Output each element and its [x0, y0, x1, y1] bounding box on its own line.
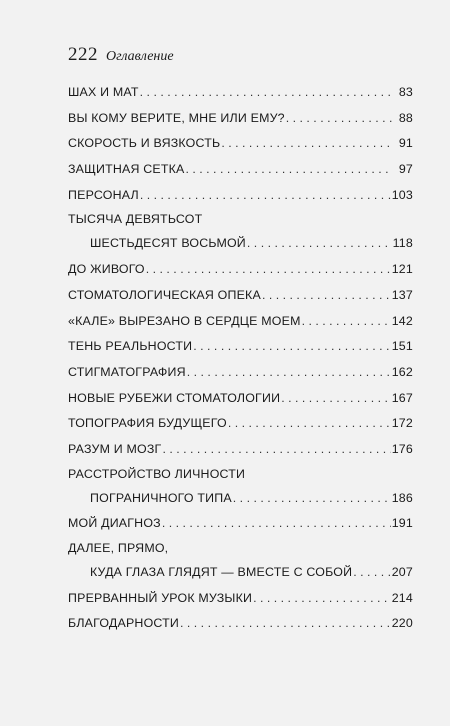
toc-entry-title: БЛАГОДАРНОСТИ [68, 616, 180, 631]
toc-entry-title: МОЙ ДИАГНОЗ [68, 516, 161, 531]
toc-entry-line [68, 386, 413, 412]
toc-entry-line [68, 309, 413, 335]
toc-entry [68, 334, 413, 360]
dot-leader [162, 511, 391, 537]
toc-entry-title: ТЫСЯЧА ДЕВЯТЬСОТ [68, 212, 203, 227]
dot-leader [221, 131, 392, 157]
toc-entry-line [68, 537, 413, 560]
toc-entry-page-number: 103 [391, 187, 413, 202]
toc-entry-line [68, 157, 413, 183]
toc-entry [68, 106, 413, 132]
toc-entry-title: «КАЛЕ» ВЫРЕЗАНО В СЕРДЦЕ МОЕМ [68, 313, 301, 328]
dot-leader [146, 257, 391, 283]
toc-entry [68, 411, 413, 437]
toc-entry-line [68, 334, 413, 360]
table-of-contents [68, 80, 413, 637]
toc-entry [68, 586, 413, 612]
toc-entry-title: ПРЕРВАННЫЙ УРОК МУЗЫКИ [68, 590, 253, 605]
dot-leader [281, 386, 391, 412]
toc-entry-line [68, 106, 413, 132]
dot-leader [140, 183, 391, 209]
toc-entry-title: ВЫ КОМУ ВЕРИТЕ, МНЕ ИЛИ ЕМУ? [68, 110, 285, 125]
toc-entry [68, 131, 413, 157]
dot-leader [162, 437, 390, 463]
toc-entry-page-number: 167 [391, 390, 413, 405]
toc-entry-title: ПЕРСОНАЛ [68, 187, 139, 202]
dot-leader [187, 360, 391, 386]
toc-entry-page-number: 191 [391, 516, 413, 531]
toc-entry-page-number: 88 [398, 110, 413, 125]
toc-entry-page-number: 142 [391, 313, 413, 328]
dot-leader [193, 334, 390, 360]
toc-entry [68, 309, 413, 335]
toc-entry [68, 208, 413, 257]
toc-entry [68, 80, 413, 106]
toc-entry-page-number: 91 [398, 136, 413, 151]
dot-leader [180, 611, 391, 637]
toc-entry-line [68, 411, 413, 437]
page-header [68, 44, 174, 66]
toc-entry-line [68, 208, 413, 231]
toc-entry-title: СКОРОСТЬ И ВЯЗКОСТЬ [68, 136, 221, 151]
toc-entry-line [68, 586, 413, 612]
toc-entry-title: СТОМАТОЛОГИЧЕСКАЯ ОПЕКА [68, 287, 261, 302]
toc-entry-line [68, 183, 413, 209]
toc-entry [68, 386, 413, 412]
toc-entry [68, 283, 413, 309]
toc-entry-line [68, 511, 413, 537]
toc-entry-title: ДАЛЕЕ, ПРЯМО, [68, 541, 169, 555]
toc-entry-page-number: 186 [391, 490, 413, 505]
toc-entry-line [68, 80, 413, 106]
toc-entry-line [68, 463, 413, 486]
dot-leader [247, 231, 392, 257]
toc-entry [68, 360, 413, 386]
toc-entry [68, 611, 413, 637]
toc-entry-page-number: 137 [391, 287, 413, 302]
toc-entry-title: РАЗУМ И МОЗГ [68, 441, 162, 456]
toc-entry-page-number: 214 [391, 590, 413, 605]
toc-entry-title: ТОПОГРАФИЯ БУДУЩЕГО [68, 416, 227, 431]
toc-entry-page-number: 151 [391, 339, 413, 354]
dot-leader [186, 157, 392, 183]
toc-entry-page-number: 207 [391, 565, 413, 579]
toc-entry [68, 463, 413, 512]
toc-entry-page-number: 118 [392, 236, 413, 251]
toc-entry [68, 437, 413, 463]
dot-leader [262, 283, 391, 309]
dot-leader [286, 106, 392, 132]
toc-entry-line [68, 360, 413, 386]
toc-entry-page-number: 176 [391, 441, 413, 456]
toc-entry-line [68, 131, 413, 157]
dot-leader [302, 309, 391, 335]
toc-entry-page-number: 97 [398, 162, 413, 177]
toc-entry-title: КУДА ГЛАЗА ГЛЯДЯТ — ВМЕСТЕ С СОБОЙ [90, 565, 353, 579]
toc-entry-line [68, 437, 413, 463]
dot-leader [253, 586, 391, 612]
toc-entry-line [68, 560, 413, 586]
dot-leader [353, 560, 391, 586]
toc-entry [68, 183, 413, 209]
toc-entry-page-number: 121 [391, 262, 413, 277]
toc-entry-title: ШАХ И МАТ [68, 85, 139, 99]
toc-entry [68, 511, 413, 537]
toc-entry-line [68, 611, 413, 637]
toc-entry-title: ПОГРАНИЧНОГО ТИПА [90, 490, 232, 505]
dot-leader [228, 411, 391, 437]
toc-entry-page-number: 172 [391, 416, 413, 431]
toc-entry-title: РАССТРОЙСТВО ЛИЧНОСТИ [68, 466, 246, 481]
toc-entry-page-number: 162 [391, 364, 413, 379]
toc-entry-title: ЗАЩИТНАЯ СЕТКА [68, 162, 185, 177]
toc-entry-title: НОВЫЕ РУБЕЖИ СТОМАТОЛОГИИ [68, 390, 281, 405]
toc-entry [68, 157, 413, 183]
toc-entry-line [68, 231, 413, 257]
toc-entry-title: ТЕНЬ РЕАЛЬНОСТИ [68, 339, 193, 354]
toc-entry-line [68, 257, 413, 283]
toc-entry-line [68, 283, 413, 309]
toc-entry-title: ШЕСТЬДЕСЯТ ВОСЬМОЙ [90, 236, 246, 251]
toc-entry-page-number: 83 [398, 85, 413, 99]
toc-entry-line [68, 486, 413, 512]
toc-entry-title: СТИГМАТОГРАФИЯ [68, 364, 186, 379]
dot-leader [233, 486, 391, 512]
toc-entry [68, 537, 413, 586]
running-head: Оглавление [106, 49, 174, 64]
toc-entry-title: ДО ЖИВОГО [68, 262, 145, 277]
toc-entry-page-number: 220 [391, 616, 413, 631]
toc-entry [68, 257, 413, 283]
dot-leader [140, 80, 392, 106]
page-number: 222 [68, 44, 98, 65]
